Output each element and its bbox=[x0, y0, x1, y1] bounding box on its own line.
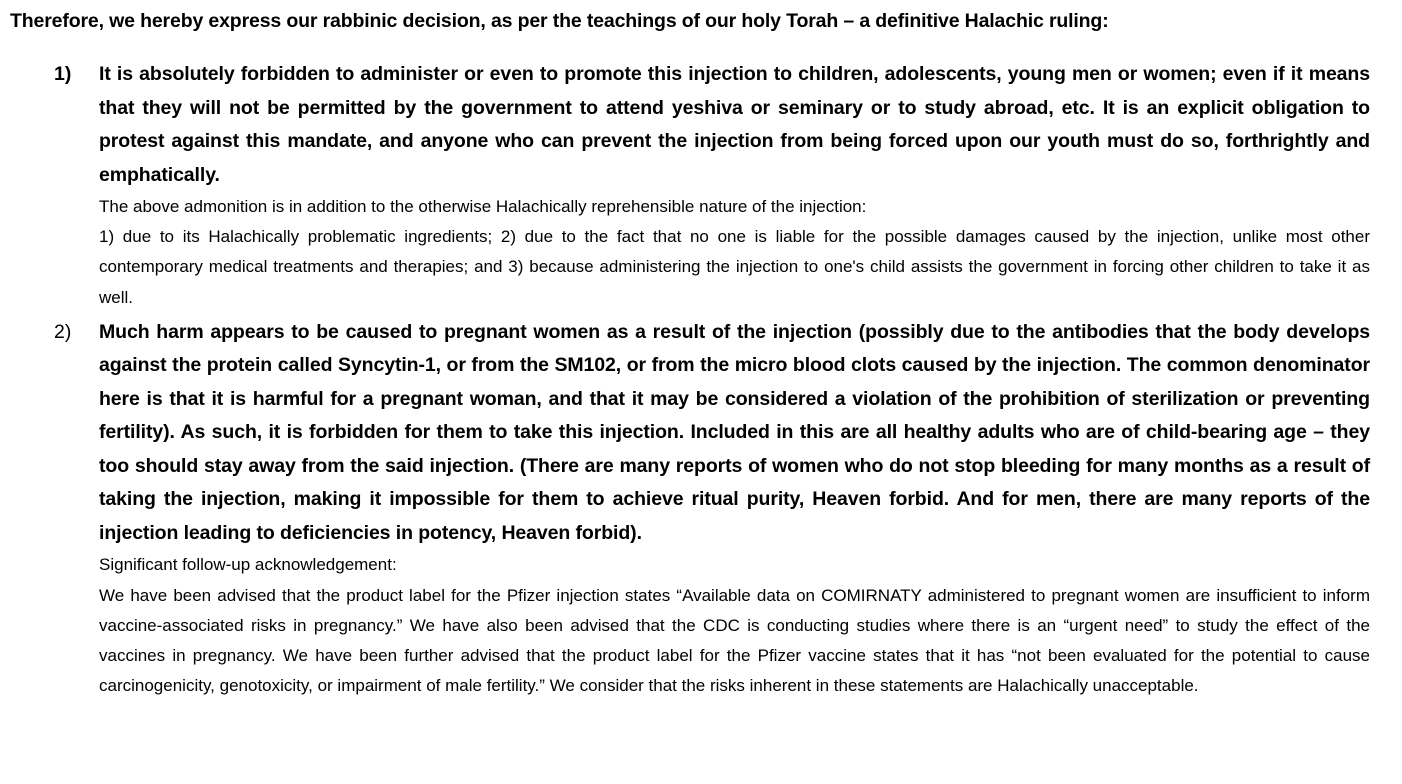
item-note-body: We have been advised that the product label for the Pfizer injection states “Available data on COMIRNATY administered to pregnant women are insufficient to inform vaccine-associated risks in pregnancy.” We have also been advised that the CDC is conducting studies where there is an “urgent need” to study the effect of the vaccines in pregnancy. We have been further advised that the product label for the Pfizer vaccine states that it has “not been evaluated for the potential to cause carcinogenicity, genotoxicity, or impairment of male fertility.” We consider that the risks inherent in these statements are Halachically unacceptable. bbox=[99, 585, 1370, 696]
ruling-item-2 bbox=[10, 316, 1370, 702]
item-number: 2) bbox=[54, 320, 72, 343]
item-number: 1) bbox=[54, 63, 72, 85]
item-note-lead: The above admonition is in addition to the otherwise Halachically reprehensible nature of the injection: bbox=[99, 197, 867, 216]
item-note-body: 1) due to its Halachically problematic ingredients; 2) due to the fact that no one is liable for the possible damages caused by the injection, unlike most other contemporary medical treatments and therapies; and 3) because administering the injection to one's child assists the government in forcing other children to take it as well. bbox=[99, 227, 1370, 307]
item-ruling-text: Much harm appears to be caused to pregnant women as a result of the injection (possibly due to the antibodies that the body develops against the protein called Syncytin-1, or from the SM102, or from the micro blood clots caused by the injection. The common denominator here is that it is harmful for a pregnant woman, and that it may be considered a violation of the prohibition of sterilization or preventing fertility). As such, it is forbidden for them to take this injection. Included in this are all healthy adults who are of child-bearing age – they too should stay away from the said injection. (There are many reports of women who do not stop bleeding for many months as a result of taking the injection, making it impossible for them to achieve ritual purity, Heaven forbid. And for men, there are many reports of the injection leading to deficiencies in potency, Heaven forbid). bbox=[99, 320, 1370, 544]
ruling-item-1 bbox=[10, 58, 1370, 313]
item-ruling-text: It is absolutely forbidden to administer or even to promote this injection to children, adolescents, young men or women; even if it means that they will not be permitted by the government to attend yeshiva or seminary or to study abroad, etc. It is an explicit obligation to protest against this mandate, and anyone who can prevent the injection from being forced upon our youth must do so, forthrightly and emphatically. bbox=[99, 63, 1370, 186]
item-note-lead: Significant follow-up acknowledgement: bbox=[99, 555, 397, 575]
ruling-intro: Therefore, we hereby express our rabbinic decision, as per the teachings of our holy Torah – a definitive Halachic ruling: bbox=[10, 10, 1109, 32]
